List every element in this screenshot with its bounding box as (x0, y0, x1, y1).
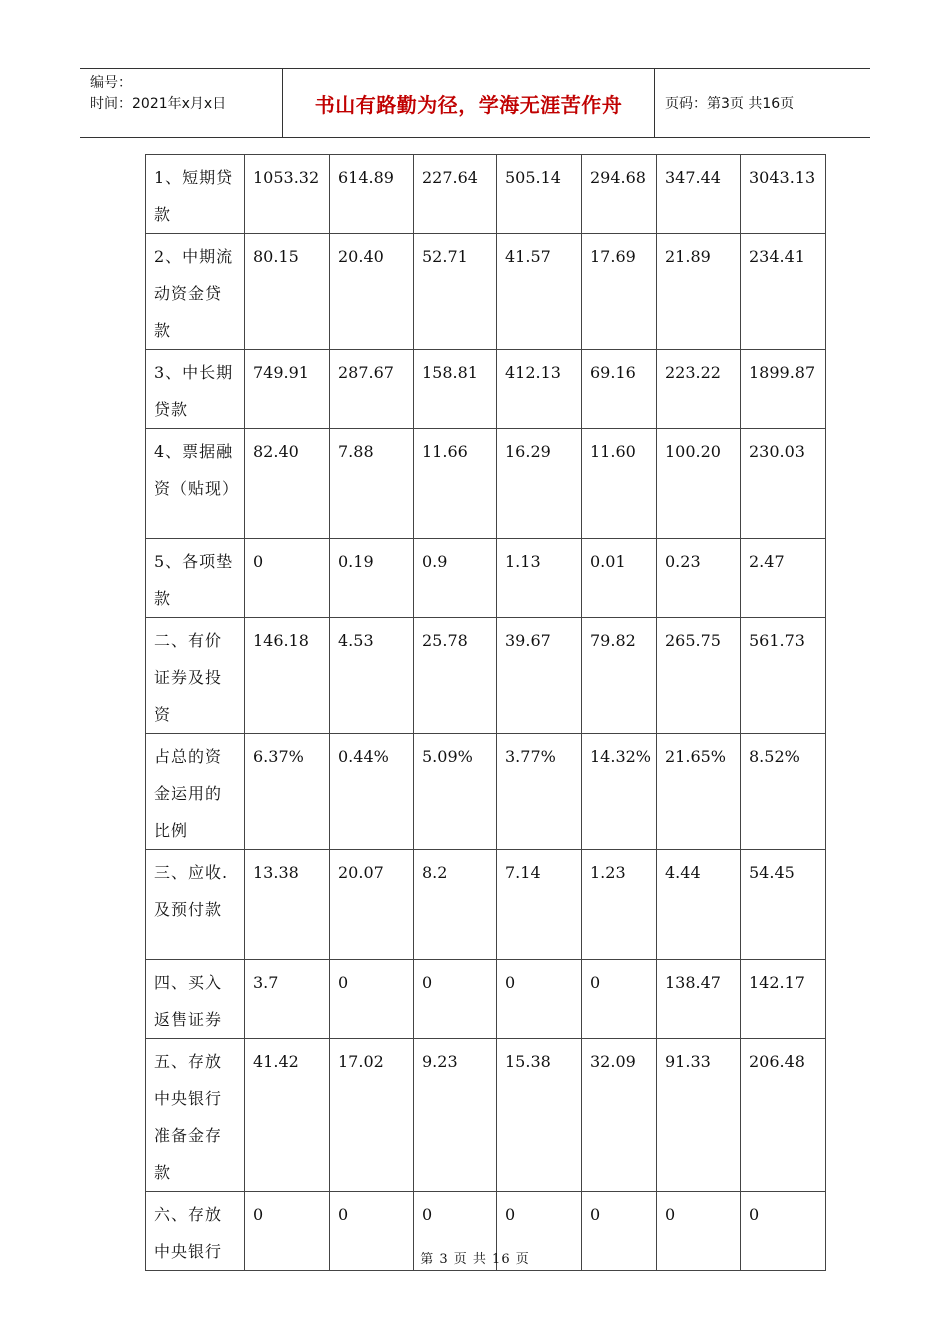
row-label: 3、中长期贷款 (146, 350, 245, 429)
table-cell: 0 (330, 1192, 414, 1271)
table-cell: 7.14 (497, 850, 582, 960)
table-cell: 142.17 (741, 960, 826, 1039)
row-label: 三、应收.及预付款 (146, 850, 245, 960)
table-cell: 1.13 (497, 539, 582, 618)
table-cell: 234.41 (741, 234, 826, 350)
table-cell: 91.33 (657, 1039, 741, 1192)
table-cell: 13.38 (245, 850, 330, 960)
table-cell: 1053.32 (245, 155, 330, 234)
table-cell: 0.9 (414, 539, 497, 618)
table-cell: 146.18 (245, 618, 330, 734)
date-label: 时间：2021年x月x日 (90, 96, 227, 112)
table-cell: 0 (582, 960, 657, 1039)
table-cell: 4.53 (330, 618, 414, 734)
table-cell: 7.88 (330, 429, 414, 539)
table-cell: 79.82 (582, 618, 657, 734)
row-label: 4、票据融资（贴现） (146, 429, 245, 539)
table-cell: 1899.87 (741, 350, 826, 429)
table-cell: 0 (497, 1192, 582, 1271)
row-label: 占总的资金运用的比例 (146, 734, 245, 850)
table-cell: 749.91 (245, 350, 330, 429)
table-cell: 20.40 (330, 234, 414, 350)
table-cell: 0 (330, 960, 414, 1039)
table-cell: 505.14 (497, 155, 582, 234)
table-cell: 138.47 (657, 960, 741, 1039)
table-cell: 0.19 (330, 539, 414, 618)
table-row (146, 234, 826, 350)
table-cell: 227.64 (414, 155, 497, 234)
table-cell: 39.67 (497, 618, 582, 734)
table-row (146, 155, 826, 234)
table-cell: 14.32% (582, 734, 657, 850)
table-cell: 5.09% (414, 734, 497, 850)
table-row (146, 539, 826, 618)
serial-label: 编号： (90, 75, 132, 91)
table-cell: 294.68 (582, 155, 657, 234)
table-row (146, 734, 826, 850)
table-cell: 0.23 (657, 539, 741, 618)
row-label: 2、中期流动资金贷款 (146, 234, 245, 350)
table-cell: 32.09 (582, 1039, 657, 1192)
table-cell: 1.23 (582, 850, 657, 960)
table-cell: 8.52% (741, 734, 826, 850)
table-row (146, 1039, 826, 1192)
table-cell: 9.23 (414, 1039, 497, 1192)
table-cell: 230.03 (741, 429, 826, 539)
header-page-info: 页码：第3页 共16页 (665, 96, 795, 112)
table-cell: 8.2 (414, 850, 497, 960)
table-row (146, 350, 826, 429)
table-row (146, 850, 826, 960)
row-label: 1、短期贷款 (146, 155, 245, 234)
table-cell: 41.42 (245, 1039, 330, 1192)
table-cell: 0 (414, 960, 497, 1039)
header-motto: 书山有路勤为径，学海无涯苦作舟 (282, 69, 655, 137)
table-cell: 0 (741, 1192, 826, 1271)
table-cell: 11.66 (414, 429, 497, 539)
table-cell: 0.44% (330, 734, 414, 850)
table-cell: 41.57 (497, 234, 582, 350)
row-label: 五、存放中央银行准备金存款 (146, 1039, 245, 1192)
row-label: 六、存放中央银行 (146, 1192, 245, 1271)
table-cell: 206.48 (741, 1039, 826, 1192)
page-footer: 第 3 页 共 16 页 (420, 1252, 530, 1267)
table-cell: 11.60 (582, 429, 657, 539)
table-cell: 561.73 (741, 618, 826, 734)
row-label: 5、各项垫款 (146, 539, 245, 618)
table-cell: 69.16 (582, 350, 657, 429)
table-cell: 52.71 (414, 234, 497, 350)
table-row (146, 618, 826, 734)
table-cell: 100.20 (657, 429, 741, 539)
table-cell: 0 (414, 1192, 497, 1271)
table-cell: 2.47 (741, 539, 826, 618)
table-cell: 0.01 (582, 539, 657, 618)
table-cell: 287.67 (330, 350, 414, 429)
table-row (146, 960, 826, 1039)
table-cell: 412.13 (497, 350, 582, 429)
table-cell: 4.44 (657, 850, 741, 960)
table-cell: 0 (497, 960, 582, 1039)
table-cell: 614.89 (330, 155, 414, 234)
table-cell: 20.07 (330, 850, 414, 960)
table-cell: 347.44 (657, 155, 741, 234)
table-cell: 3043.13 (741, 155, 826, 234)
table-cell: 54.45 (741, 850, 826, 960)
table-cell: 0 (582, 1192, 657, 1271)
table-cell: 6.37% (245, 734, 330, 850)
page-header (80, 68, 870, 138)
table-cell: 21.89 (657, 234, 741, 350)
table-cell: 265.75 (657, 618, 741, 734)
table-cell: 80.15 (245, 234, 330, 350)
table-cell: 82.40 (245, 429, 330, 539)
table-cell: 158.81 (414, 350, 497, 429)
funds-table (145, 154, 826, 1271)
table-cell: 17.02 (330, 1039, 414, 1192)
table-row (146, 429, 826, 539)
table-cell: 21.65% (657, 734, 741, 850)
table-cell: 15.38 (497, 1039, 582, 1192)
table-cell: 3.77% (497, 734, 582, 850)
table-cell: 3.7 (245, 960, 330, 1039)
header-meta (80, 69, 282, 137)
table-cell: 223.22 (657, 350, 741, 429)
row-label: 四、买入返售证券 (146, 960, 245, 1039)
table-cell: 0 (245, 1192, 330, 1271)
table-cell: 25.78 (414, 618, 497, 734)
table-cell: 0 (657, 1192, 741, 1271)
row-label: 二、有价证券及投资 (146, 618, 245, 734)
table-cell: 17.69 (582, 234, 657, 350)
table-cell: 0 (245, 539, 330, 618)
table-cell: 16.29 (497, 429, 582, 539)
